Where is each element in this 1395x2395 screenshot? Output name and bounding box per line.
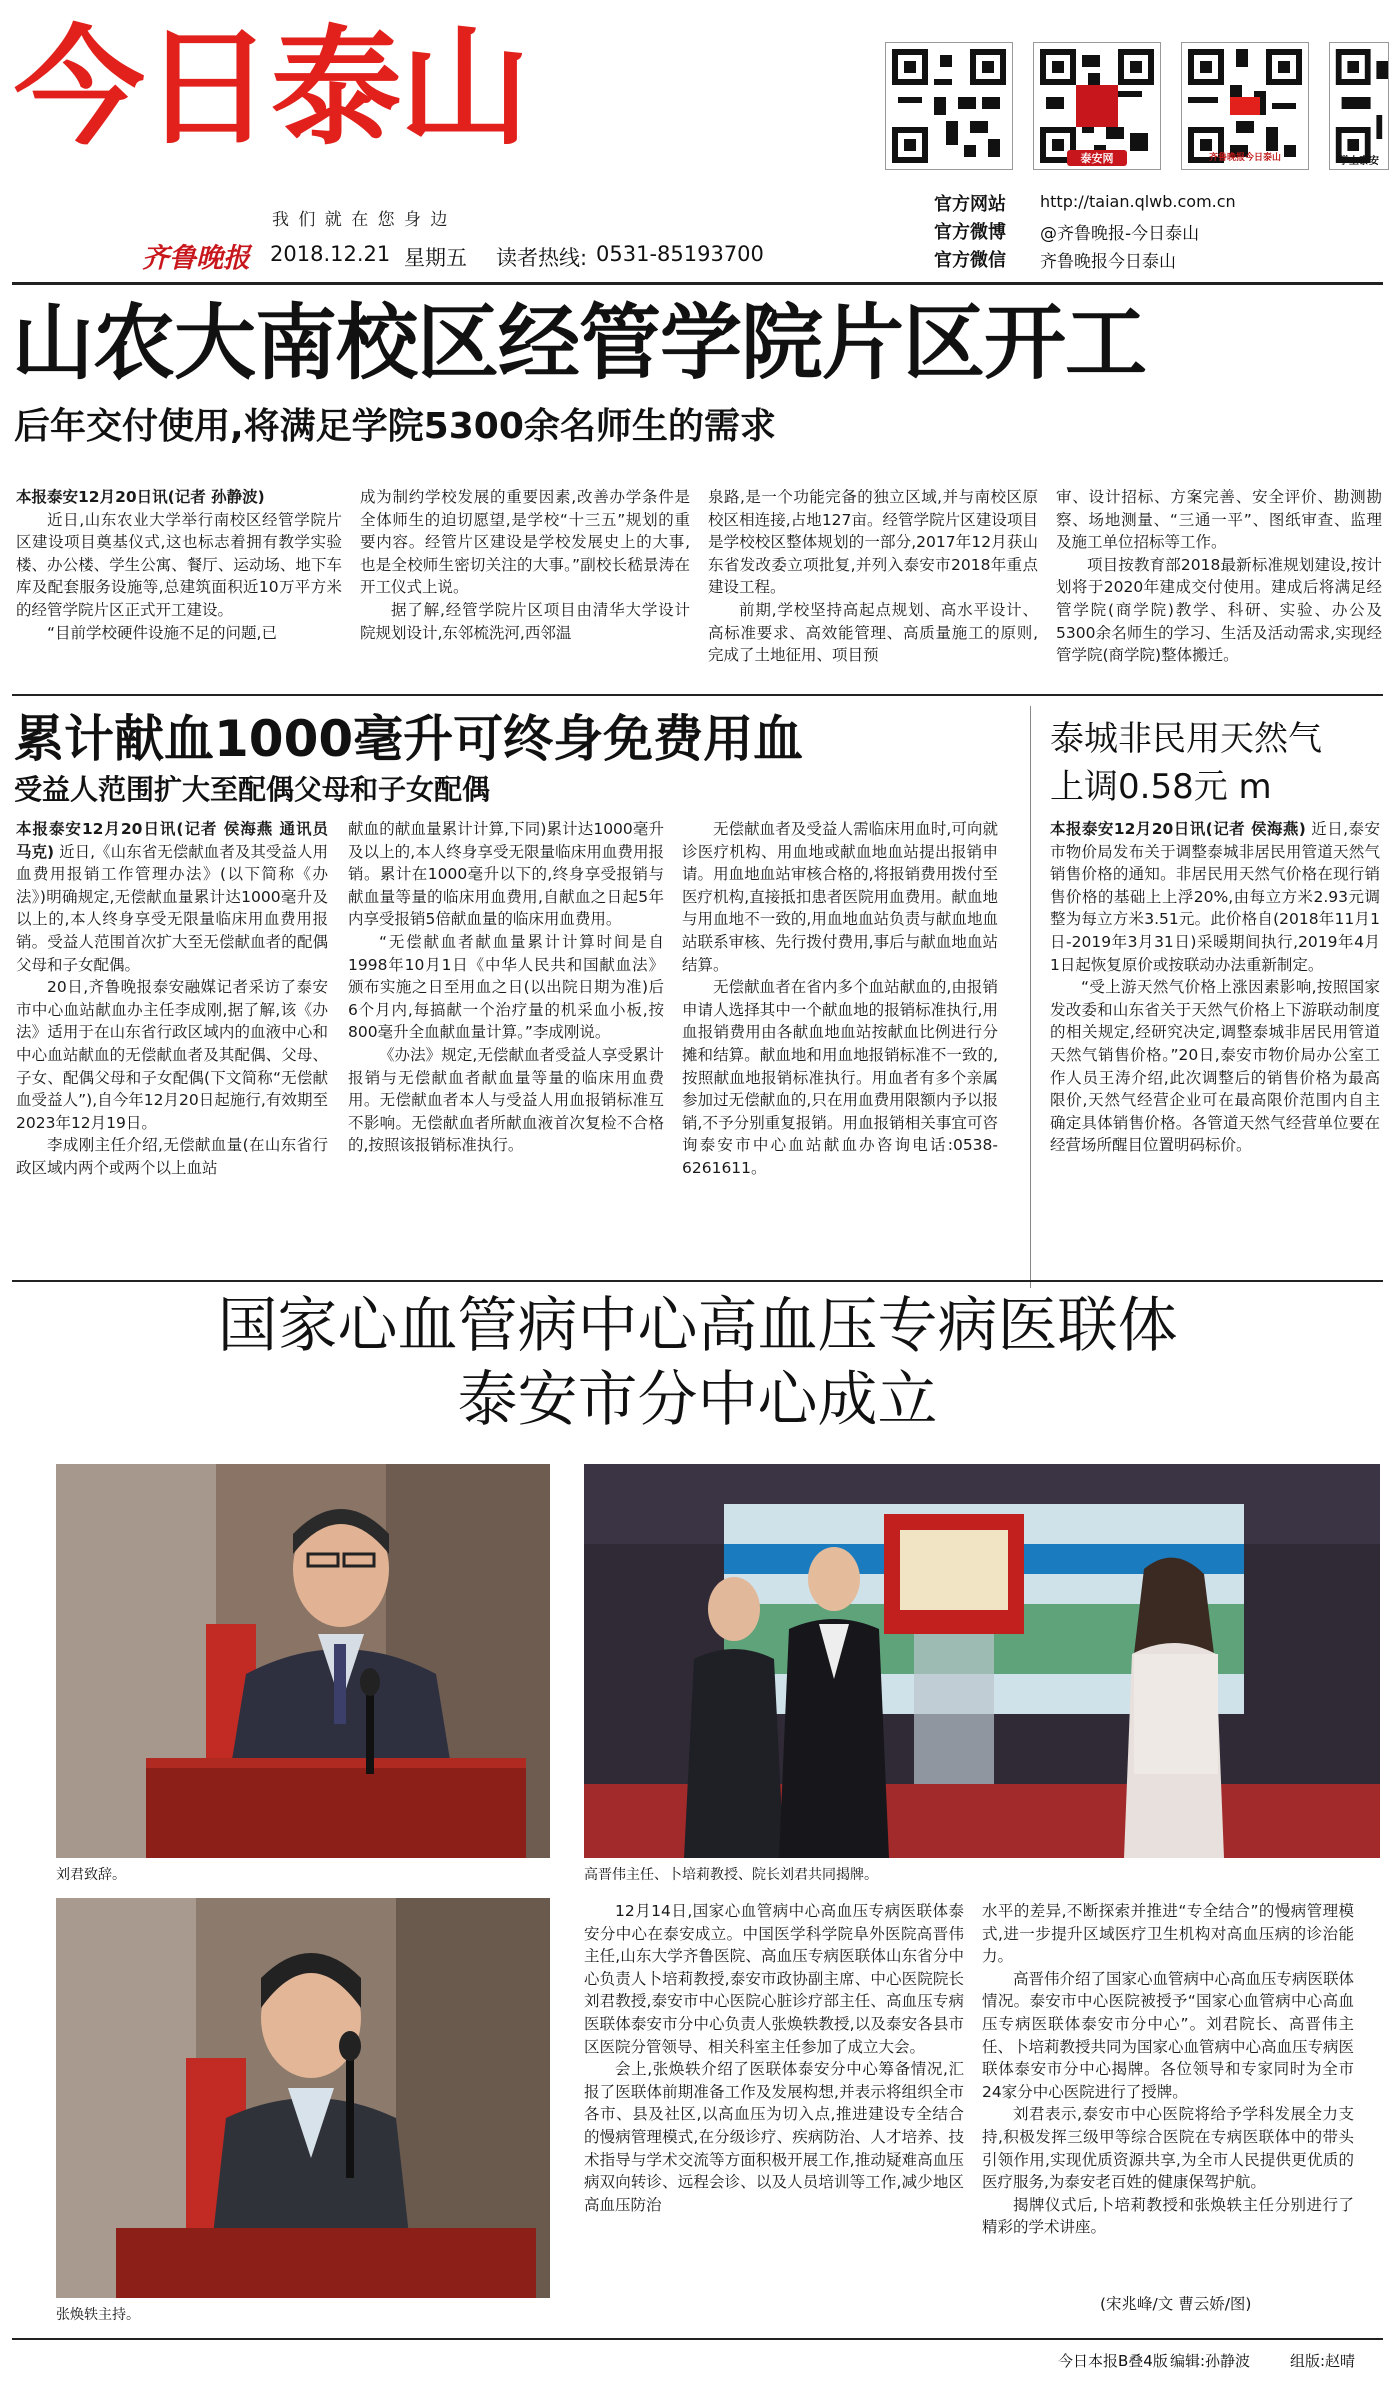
photo-caption: 高晋伟主任、卜培莉教授、院长刘君共同揭牌。 <box>584 1867 878 1883</box>
hotline-number: 0531-85193700 <box>596 242 764 266</box>
article4-credit: (宋兆峰/文 曹云娇/图) <box>1100 2295 1252 2313</box>
article1-column-2 <box>360 486 690 716</box>
column-divider <box>1030 706 1031 1288</box>
paragraph: 审、设计招标、方案完善、安全评价、勘测勘察、场地测量、“三通一平”、图纸审查、监理及施工单位招标等工作。 <box>1056 488 1382 552</box>
official-label-website: 官方网站 <box>934 194 1006 215</box>
paragraph: 会上,张焕轶介绍了医联体泰安分中心筹备情况,汇报了医联体前期准备工作及发展构想,并表示将组织全市各市、县及社区,以高血压为切入点,推进建设专全结合的慢病管理模式,在分级诊疗、疾病防治、人才培养、技术指导与学术交流等方面积极开展工作,推动疑难高血压病双向转诊、远程会诊、以及人员培训等工作,减少地区高血压防治 <box>584 2060 964 2214</box>
subhead-article2: 受益人范围扩大至配偶父母和子女配偶 <box>14 773 491 806</box>
paragraph: 《办法》规定,无偿献血者受益人享受累计报销与无偿献血者献血量等量的临床用血费用。无偿献血者本人与受益人用血报销标准互不影响。无偿献血者所献血液首次复检不合格的,按照该报销标准执行。 <box>348 1045 664 1155</box>
paragraph: 李成刚主任介绍,无偿献血量(在山东省行政区域内两个或两个以上血站 <box>16 1136 328 1177</box>
subhead-article1: 后年交付使用,将满足学院5300余名师生的需求 <box>14 406 776 447</box>
official-website[interactable]: http://taian.qlwb.com.cn <box>1040 192 1236 211</box>
footer-edition: 今日本报B叠4版 <box>1058 2352 1168 2370</box>
photo-caption: 张焕轶主持。 <box>56 2307 140 2323</box>
paragraph: 前期,学校坚持高起点规划、高水平设计、高标准要求、高效能管理、高质量施工的原则,完成了土地征用、项目预 <box>708 600 1038 665</box>
parent-paper-logo: 齐鲁晚报 <box>142 243 250 274</box>
hotline-label: 读者热线: <box>496 246 588 270</box>
official-weibo[interactable]: @齐鲁晚报-今日泰山 <box>1040 224 1200 244</box>
article3-column <box>1050 818 1380 1290</box>
paragraph: 献血的献血量累计计算,下同)累计达1000毫升及以上的,本人终身享受无限量临床用血费用报销。累计在1000毫升以下的,终身享受报销与献血量等量的临床用血费用,自献血之日起5年内享受报销5倍献血量的临床用血费用。 <box>348 820 664 929</box>
paragraph: 近日,山东农业大学举行南校区经管学院片区建设项目奠基仪式,这也标志着拥有教学实验楼、办公楼、学生公寓、餐厅、运动场、地下车库及配套服务设施等,总建筑面积近10万平方米的经管学院片区正式开工建设。 <box>16 510 342 619</box>
qr-caption: 掌上泰安 <box>1339 156 1379 167</box>
masthead-divider <box>12 282 1383 285</box>
paragraph: 项目按教育部2018最新标准规划建设,按计划将于2020年建成交付使用。建成后将满足经管学院(商学院)教学、科研、实验、办公及5300余名师生的学习、生活及活动需求,实现经管学院(商学院)整体搬迁。 <box>1056 555 1382 665</box>
article1-column-4 <box>1056 486 1382 716</box>
headline-article2: 累计献血1000毫升可终身免费用血 <box>14 710 804 768</box>
photo-host-zhanghuanyi <box>56 1898 550 2298</box>
qr-caption: 齐鲁晚报今日泰山 <box>1208 153 1281 163</box>
paragraph: 无偿献血者在省内多个血站献血的,由报销申请人选择其中一个献血地的报销标准执行,用血报销费用由各献血地血站按献血比例进行分摊和结算。献血地和用血地报销标准不一致的,按照献血地报销标准执行。用血者有多个亲属参加过无偿献血的,只在用血费用限额内予以报销,不予分别重复报销。用血报销相关事宜可咨询泰安市中心血站献血办咨询电话:0538-6261611。 <box>682 978 998 1177</box>
headline-article3-line1: 泰城非民用天然气 <box>1050 719 1322 759</box>
slogan: 我 们 就 在 您 身 边 <box>272 210 450 230</box>
paragraph: “目前学校硬件设施不足的问题,已 <box>47 623 277 642</box>
paragraph: 泉路,是一个功能完备的独立区域,并与南校区原校区相连接,占地127亩。经管学院片区建设项目是学校校区整体规划的一部分,2017年12月获山东省发改委立项批复,并列入泰安市2018年重点建设工程。 <box>708 488 1038 597</box>
headline-article4-line1: 国家心血管病中心高血压专病医联体 <box>217 1291 1178 1361</box>
article2-column-1 <box>16 818 328 1290</box>
qr-code-icon <box>1329 42 1389 170</box>
headline-article3-line2: 上调0.58元 m <box>1050 767 1272 807</box>
footer-divider <box>12 2338 1383 2340</box>
headline-article4-line2: 泰安市分中心成立 <box>457 1365 938 1435</box>
paragraph: “受上游天然气价格上涨因素影响,按照国家发改委和山东省关于天然气价格上下游联动制度的相关规定,经研究决定,调整泰城非居民用管道天然气销售价格。”20日,泰安市物价局办公室工作人员王涛介绍,此次调整后的销售价格为最高限价,天然气经营企业可在最高限价范围内自主确定具体销售价格。各管道天然气经营单位要在经营场所醒目位置明码标价。 <box>1050 978 1380 1155</box>
official-label-wechat: 官方微信 <box>934 250 1006 271</box>
section-divider <box>12 1280 1383 1282</box>
article2-column-2 <box>348 818 664 1290</box>
photo-caption: 刘君致辞。 <box>56 1867 126 1883</box>
article1-column-1 <box>16 486 342 716</box>
article1-column-3 <box>708 486 1038 716</box>
paragraph: 12月14日,国家心血管病中心高血压专病医联体泰安分中心在泰安成立。中国医学科学院阜外医院高晋伟主任,山东大学齐鲁医院、高血压专病医联体山东省分中心负责人卜培莉教授,泰安市政协副主席、中心医院院长刘君教授,泰安市中心医院心脏诊疗部主任、高血压专病医联体泰安市分中心负责人张焕轶教授,以及泰安各县市区医院分管领导、相关科室主任参加了成立大会。 <box>584 1902 964 2056</box>
photo-speaker-liujun <box>56 1464 550 1858</box>
paragraph: 20日,齐鲁晚报泰安融媒记者采访了泰安市中心血站献血办主任李成刚,据了解,该《办法》适用于在山东省行政区域内的血液中心和中心血站献血的无偿献血者及其配偶、父母、子女、配偶父母和子女配偶(下文简称“无偿献血受益人”),自今年12月20日起施行,有效期至2023年12月19日。 <box>16 978 328 1132</box>
byline-article3: 本报泰安12月20日讯(记者 侯海燕) <box>1050 820 1306 838</box>
paragraph: 近日,《山东省无偿献血者及其受益人用血费用报销工作管理办法》(以下简称《办法》)明确规定,无偿献血量累计达1000毫升及以上的,本人终身享受无限量临床用血费用报销。受益人范围首次扩大至无偿献血者的配偶父母和子女配偶。 <box>16 842 328 974</box>
footer-layout: 组版:赵晴 <box>1290 2352 1356 2370</box>
paragraph: 揭牌仪式后,卜培莉教授和张焕轶主任分别进行了精彩的学术讲座。 <box>982 2195 1354 2237</box>
article4-column-1 <box>584 1900 964 2314</box>
photo-unveiling-ceremony <box>584 1464 1380 1858</box>
paragraph: 刘君表示,泰安市中心医院将给予学科发展全力支持,积极发挥三级甲等综合医院在专病医联体中的带头引领作用,实现优质资源共享,为全市人民提供更优质的医疗服务,为泰安老百姓的健康保驾护航。 <box>982 2105 1354 2192</box>
official-label-weibo: 官方微博 <box>934 222 1006 243</box>
paragraph: 近日,泰安市物价局发布关于调整泰城非居民用管道天然气销售价格的通知。非居民用天然气价格在现行销售价格的基础上上浮20%,由每立方米2.93元调整为每立方米3.51元。此价格自(2018年11月1日-2019年3月31日)采暖期间执行,2019年4月1日起恢复原价或按联动办法重新制定。 <box>1050 820 1380 974</box>
paragraph: 据了解,经管学院片区项目由清华大学设计院规划设计,东邻梳洗河,西邻温 <box>360 600 690 642</box>
article4-column-2 <box>982 1900 1354 2314</box>
byline-article1: 本报泰安12月20日讯(记者 孙静波) <box>16 488 265 506</box>
paragraph: 成为制约学校发展的重要因素,改善办学条件是全体师生的迫切愿望,是学校“十三五”规划的重要内容。经管片区建设是学校发展史上的大事,也是全校师生密切关注的大事。”副校长嵇景涛在开工仪式上说。 <box>360 488 690 597</box>
issue-weekday: 星期五 <box>404 246 467 270</box>
official-wechat[interactable]: 齐鲁晚报今日泰山 <box>1040 252 1176 272</box>
paragraph: 无偿献血者及受益人需临床用血时,可向就诊医疗机构、用血地或献血地血站提出报销申请。用血地血站审核合格的,将报销费用拨付至医疗机构,直接抵扣患者医院用血费用。献血地与用血地不一致的,用血地血站负责与献血地血站联系审核、先行拨付费用,事后与献血地血站结算。 <box>682 820 998 974</box>
issue-date: 2018.12.21 <box>270 242 391 266</box>
headline-article1: 山农大南校区经管学院片区开工 <box>12 296 1147 391</box>
qr-caption: 泰安网 <box>1067 150 1127 166</box>
masthead-title: 今日泰山 <box>14 14 529 163</box>
qr-code-icon <box>885 42 1013 170</box>
paragraph: 水平的差异,不断探索并推进“专全结合”的慢病管理模式,进一步提升区域医疗卫生机构对高血压病的诊治能力。 <box>982 1902 1354 1966</box>
footer-editor: 编辑:孙静波 <box>1170 2352 1251 2370</box>
byline-article2: 本报泰安12月20日讯(记者 侯海燕 通讯员 马克) <box>16 820 328 861</box>
section-divider <box>12 694 1383 696</box>
article2-column-3 <box>682 818 998 1290</box>
paragraph: 高晋伟介绍了国家心血管病中心高血压专病医联体情况。泰安市中心医院被授予“国家心血管病中心高血压专病医联体泰安市分中心”。刘君院长、高晋伟主任、卜培莉教授共同为国家心血管病中心高血压专病医联体泰安市分中心揭牌。各位领导和专家同时为全市24家分中心医院进行了授牌。 <box>982 1969 1354 2101</box>
paragraph: “无偿献血者献血量累计计算时间是自1998年10月1日《中华人民共和国献血法》颁布实施之日至用血之日(以出院日期为准)后6个月内,每搞献一个治疗量的机采血小板,按800毫升全血献血量计算。”李成刚说。 <box>348 932 664 1042</box>
